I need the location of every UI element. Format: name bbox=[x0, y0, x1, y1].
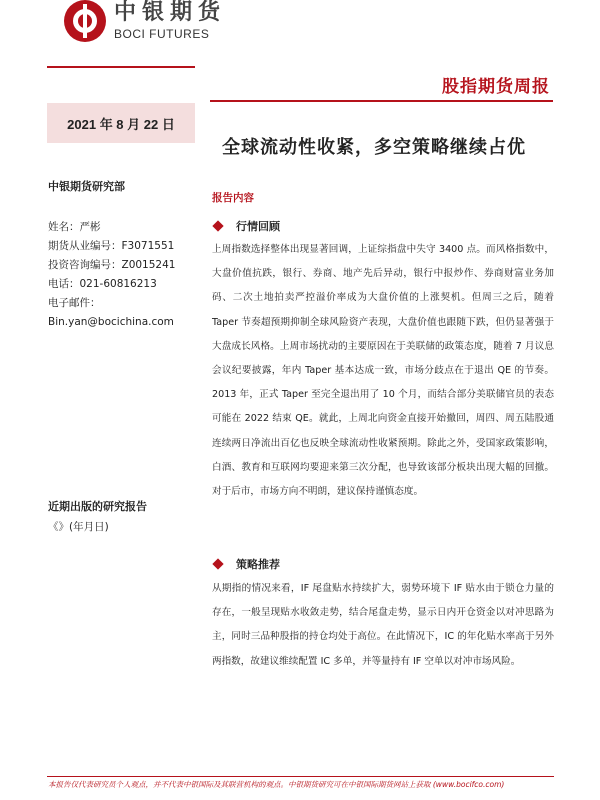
author-name: 姓名：严彬 bbox=[48, 221, 101, 233]
market-review-text: 上周指数选择整体出现显著回调，上证综指盘中失守 3400 点。而风格指数中，大盘价值抗跌，银行、券商、地产先后异动，银行中报炒作、券商财富业务加码、二次土地拍卖严控溢价率成为大盘价值的上涨契机。但周三之后，随着 Taper 节奏超预期抑制全球风险资产表现，大盘价值也跟随下跌，但仍显著强于大盘成长风格。上周市场扰动的主要原因在于美联储的政策态度，随着 7 月议息会议纪要披露，年内 Taper 基本达成一致，市场分歧点在于退出 QE 的节奏。2013 年，正式 Taper 至完全退出用了 10 个月，而结合部分美联储官员的表态可能在 2022 结束 QE。就此，上周北向资金直接开始撤回，周四、周五陆股通连续两日净流出百亿也反映全球流动性收紧预期。除此之外，受国家政策影响，白酒、教育和互联网均要迎来第三次分配，也导致该部分板块出现大幅的回撤。对于后市，市场方向不明朗，建议保持谨慎态度。 bbox=[212, 244, 554, 498]
report-date: 2021 年 8 月 22 日 bbox=[47, 103, 195, 143]
bank-of-china-logo-icon bbox=[64, 0, 106, 42]
advisory-license-number: 投资咨询编号：Z0015241 bbox=[48, 259, 176, 271]
report-content-label: 报告内容 bbox=[212, 192, 254, 204]
futures-license-number: 期货从业编号：F3071551 bbox=[48, 240, 175, 252]
boci-logo bbox=[64, 2, 226, 40]
strategy-heading bbox=[212, 556, 280, 572]
diamond-bullet-icon bbox=[212, 220, 223, 231]
footer-divider bbox=[47, 776, 554, 777]
email-address: Bin.yan@bocichina.com bbox=[48, 316, 174, 328]
logo-chinese-name: 中银期货 bbox=[114, 0, 227, 25]
strategy-title: 策略推荐 bbox=[236, 558, 280, 571]
header-divider-right bbox=[210, 100, 553, 102]
logo-english-name: BOCI FUTURES bbox=[114, 27, 210, 41]
recent-report-item: 《》(年月日) bbox=[48, 521, 109, 533]
recent-reports-title: 近期出版的研究报告 bbox=[48, 500, 147, 513]
diamond-bullet-icon bbox=[212, 558, 223, 569]
header-divider-left bbox=[47, 66, 195, 68]
phone-number: 电话：021-60816213 bbox=[48, 278, 157, 290]
strategy-text: 从期指的情况来看，IF 尾盘贴水持续扩大，弱势环境下 IF 贴水由于锁仓力量的存在，一般呈现贴水收敛走势，结合尾盘走势，显示日内开仓资金以对冲思路为主，同时三品种股指的持仓均处于高位。在此情况下，IC 的年化贴水率高于另外两指数，故建议维续配置 IC 多单，并等量持有 IF 空单以对冲市场风险。 bbox=[212, 583, 554, 667]
page-title: 全球流动性收紧，多空策略继续占优 bbox=[222, 137, 526, 158]
report-type-title: 股指期货周报 bbox=[442, 77, 550, 97]
footer-disclaimer: 本报告仅代表研究员个人观点，并不代表中银国际及其联营机构的观点。中银期货研究可在中银国际期货网站上获取 (www.bocifco.com) bbox=[48, 780, 505, 789]
market-review-title: 行情回顾 bbox=[236, 220, 280, 233]
email-label: 电子邮件： bbox=[48, 297, 101, 309]
research-department: 中银期货研究部 bbox=[48, 180, 125, 193]
author-sidebar bbox=[48, 178, 208, 332]
market-review-heading bbox=[212, 218, 280, 234]
